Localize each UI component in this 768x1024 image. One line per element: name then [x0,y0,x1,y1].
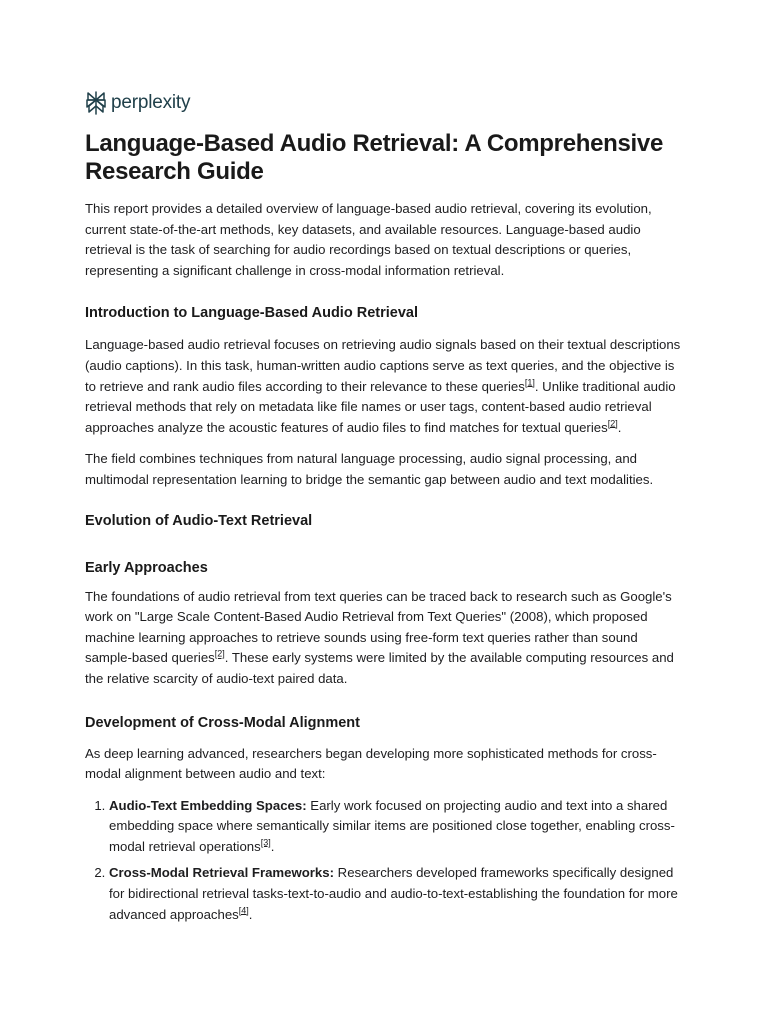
citation-link[interactable]: [3] [260,837,271,848]
list-item-separator: : [302,797,307,813]
list-item-term: Cross-Modal Retrieval Frameworks [109,865,330,881]
list-item-term: Audio-Text Embedding Spaces [109,797,303,813]
citation-link[interactable]: [1] [524,377,535,388]
document-title: Language-Based Audio Retrieval: A Comprehensive Research Guide [85,130,664,185]
subsection-heading-early: Early Approaches [85,559,208,576]
list-item-separator: : [329,865,335,881]
crossmodal-paragraph: As deep learning advanced, researchers began developing more sophisticated methods for cross-modal alignment between audio and text: [85,745,657,782]
introduction-paragraph-2: The field combines techniques from natural language processing, audio signal processing, and multimodal representation learning to bridge the semantic gap between audio and text modalities. [85,451,654,487]
perplexity-logo-icon [85,91,107,115]
document-body [85,199,685,925]
list-item-text: Researchers developed frameworks specifically designed for bidirectional retrieval tasks-text-to-audio and audio-to-text-establishing the foundation for more advanced approaches [109,865,678,922]
intro-p1-text-b: . Unlike traditional audio retrieval methods that rely on metadata like file names or user tags, content-based audio retrieval approaches analyze the acoustic features of audio files to find matches for textual queries [85,378,676,435]
list-item [109,796,685,858]
section-heading-introduction: Introduction to Language-Based Audio Retrieval [85,305,418,322]
brand-logo[interactable] [85,90,190,116]
citation-link[interactable]: [2] [607,418,618,429]
early-approaches-paragraph [85,587,685,690]
list-item-end: . [270,838,275,854]
section-heading-evolution: Evolution of Audio-Text Retrieval [85,512,313,529]
intro-paragraph: This report provides a detailed overview of language-based audio retrieval, covering its evolution, current state-of-the-art methods, key datasets, and available resources. Language-based audio retrieval is the task of searching for audio recordings based on textual descriptions or queries, representing a significant challenge in cross-modal information retrieval. [85,201,652,278]
early-text-b: . These early systems were limited by the available computing resources and the relative scarcity of audio-text paired data. [85,650,674,686]
citation-link[interactable]: [4] [238,905,249,916]
subsection-heading-crossmodal: Development of Cross-Modal Alignment [85,714,360,731]
intro-p1-text-a: Language-based audio retrieval focuses on retrieving audio signals based on their textual descriptions (audio captions). In this task, human-written audio captions serve as text queries, and the objective is to retrieve and rank audio files according to their relevance to these queries [85,337,681,394]
brand-name: perplexity [111,92,191,113]
list-item-text: Early work focused on projecting audio and text into a shared embedding space where semantically similar items are positioned close together, enabling cross-modal retrieval operations [109,797,675,854]
list-item-end: . [248,906,253,922]
introduction-paragraph-1 [85,335,685,438]
intro-p1-text-c: . [617,419,622,435]
citation-link[interactable]: [2] [214,648,225,659]
crossmodal-list [85,796,685,926]
early-text-a: The foundations of audio retrieval from text queries can be traced back to research such as Google's work on "Large Scale Content-Based Audio Retrieval from Text Queries" (2008), which proposed machine learning approaches to retrieve sounds using free-form text queries rather than sound sample-based queries [85,588,672,666]
list-item [109,863,685,925]
